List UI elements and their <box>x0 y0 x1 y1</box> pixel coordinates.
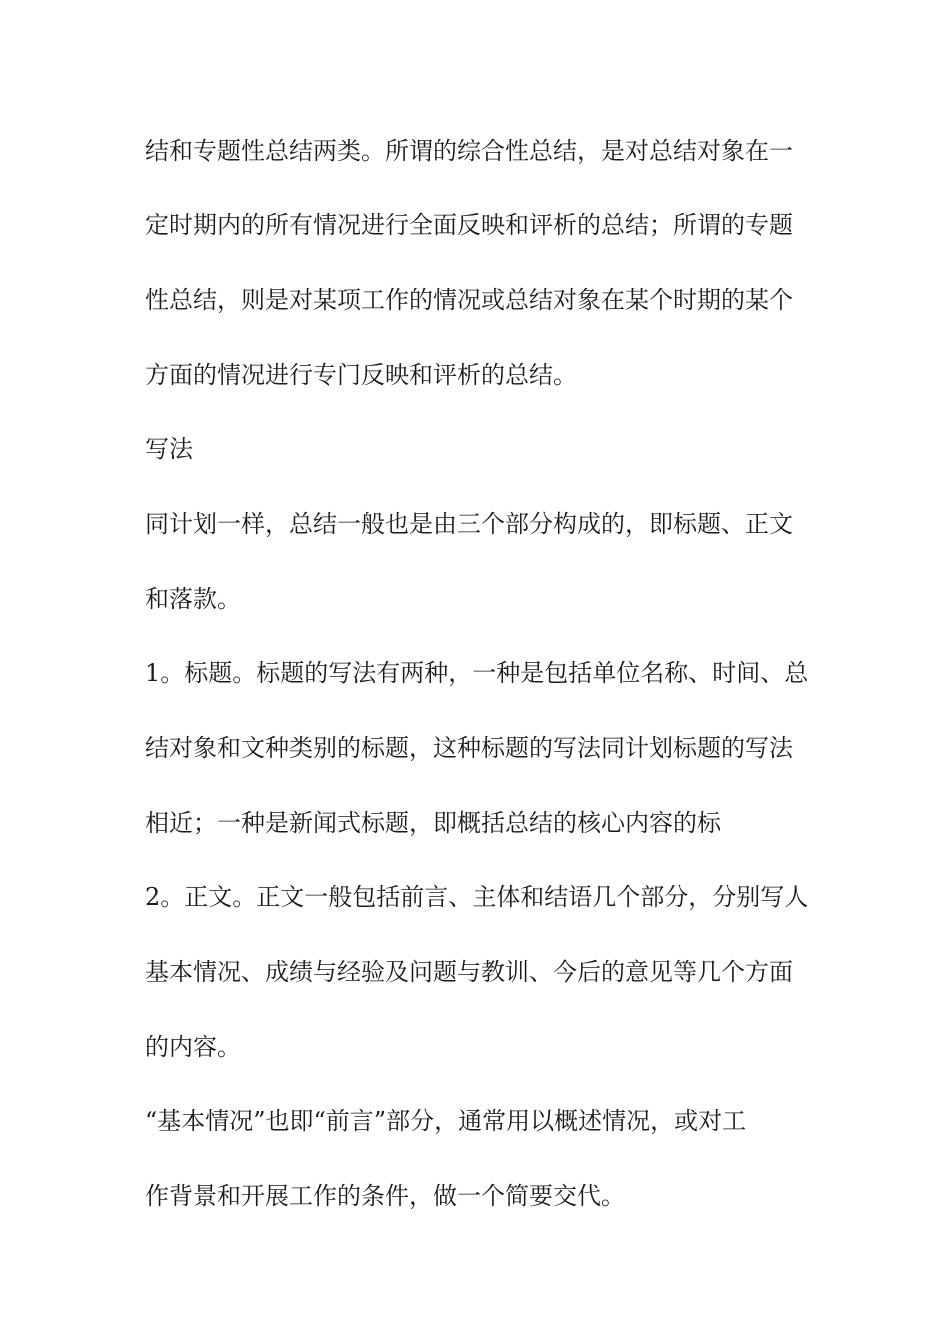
text-line: 结对象和文种类别的标题，这种标题的写法同计划标题的写法 <box>145 734 793 762</box>
text-line: 基本情况、成绩与经验及问题与教训、今后的意见等几个方面 <box>145 958 793 986</box>
text-line: 的内容。 <box>145 1033 241 1061</box>
text-line: 性总结，则是对某项工作的情况或总结对象在某个时期的某个 <box>145 286 793 314</box>
text-line: 定时期内的所有情况进行全面反映和评析的总结；所谓的专题 <box>145 211 793 239</box>
text-line: “基本情况”也即“前言”部分，通常用以概述情况，或对工 <box>145 1107 747 1135</box>
text-line: 结和专题性总结两类。所谓的综合性总结，是对总结对象在一 <box>145 137 793 165</box>
text-line: 作背景和开展工作的条件，做一个简要交代。 <box>145 1182 625 1210</box>
text-line: 和落款。 <box>145 585 241 613</box>
text-line: 1。标题。标题的写法有两种，一种是包括单位名称、时间、总 <box>145 659 809 687</box>
text-line: 相近；一种是新闻式标题，即概括总结的核心内容的标 <box>145 809 721 837</box>
text-line: 方面的情况进行专门反映和评析的总结。 <box>145 361 577 389</box>
section-heading: 写法 <box>145 435 193 463</box>
text-line: 同计划一样，总结一般也是由三个部分构成的，即标题、正文 <box>145 510 793 538</box>
text-line: 2。正文。正文一般包括前言、主体和结语几个部分，分别写人 <box>145 883 809 911</box>
